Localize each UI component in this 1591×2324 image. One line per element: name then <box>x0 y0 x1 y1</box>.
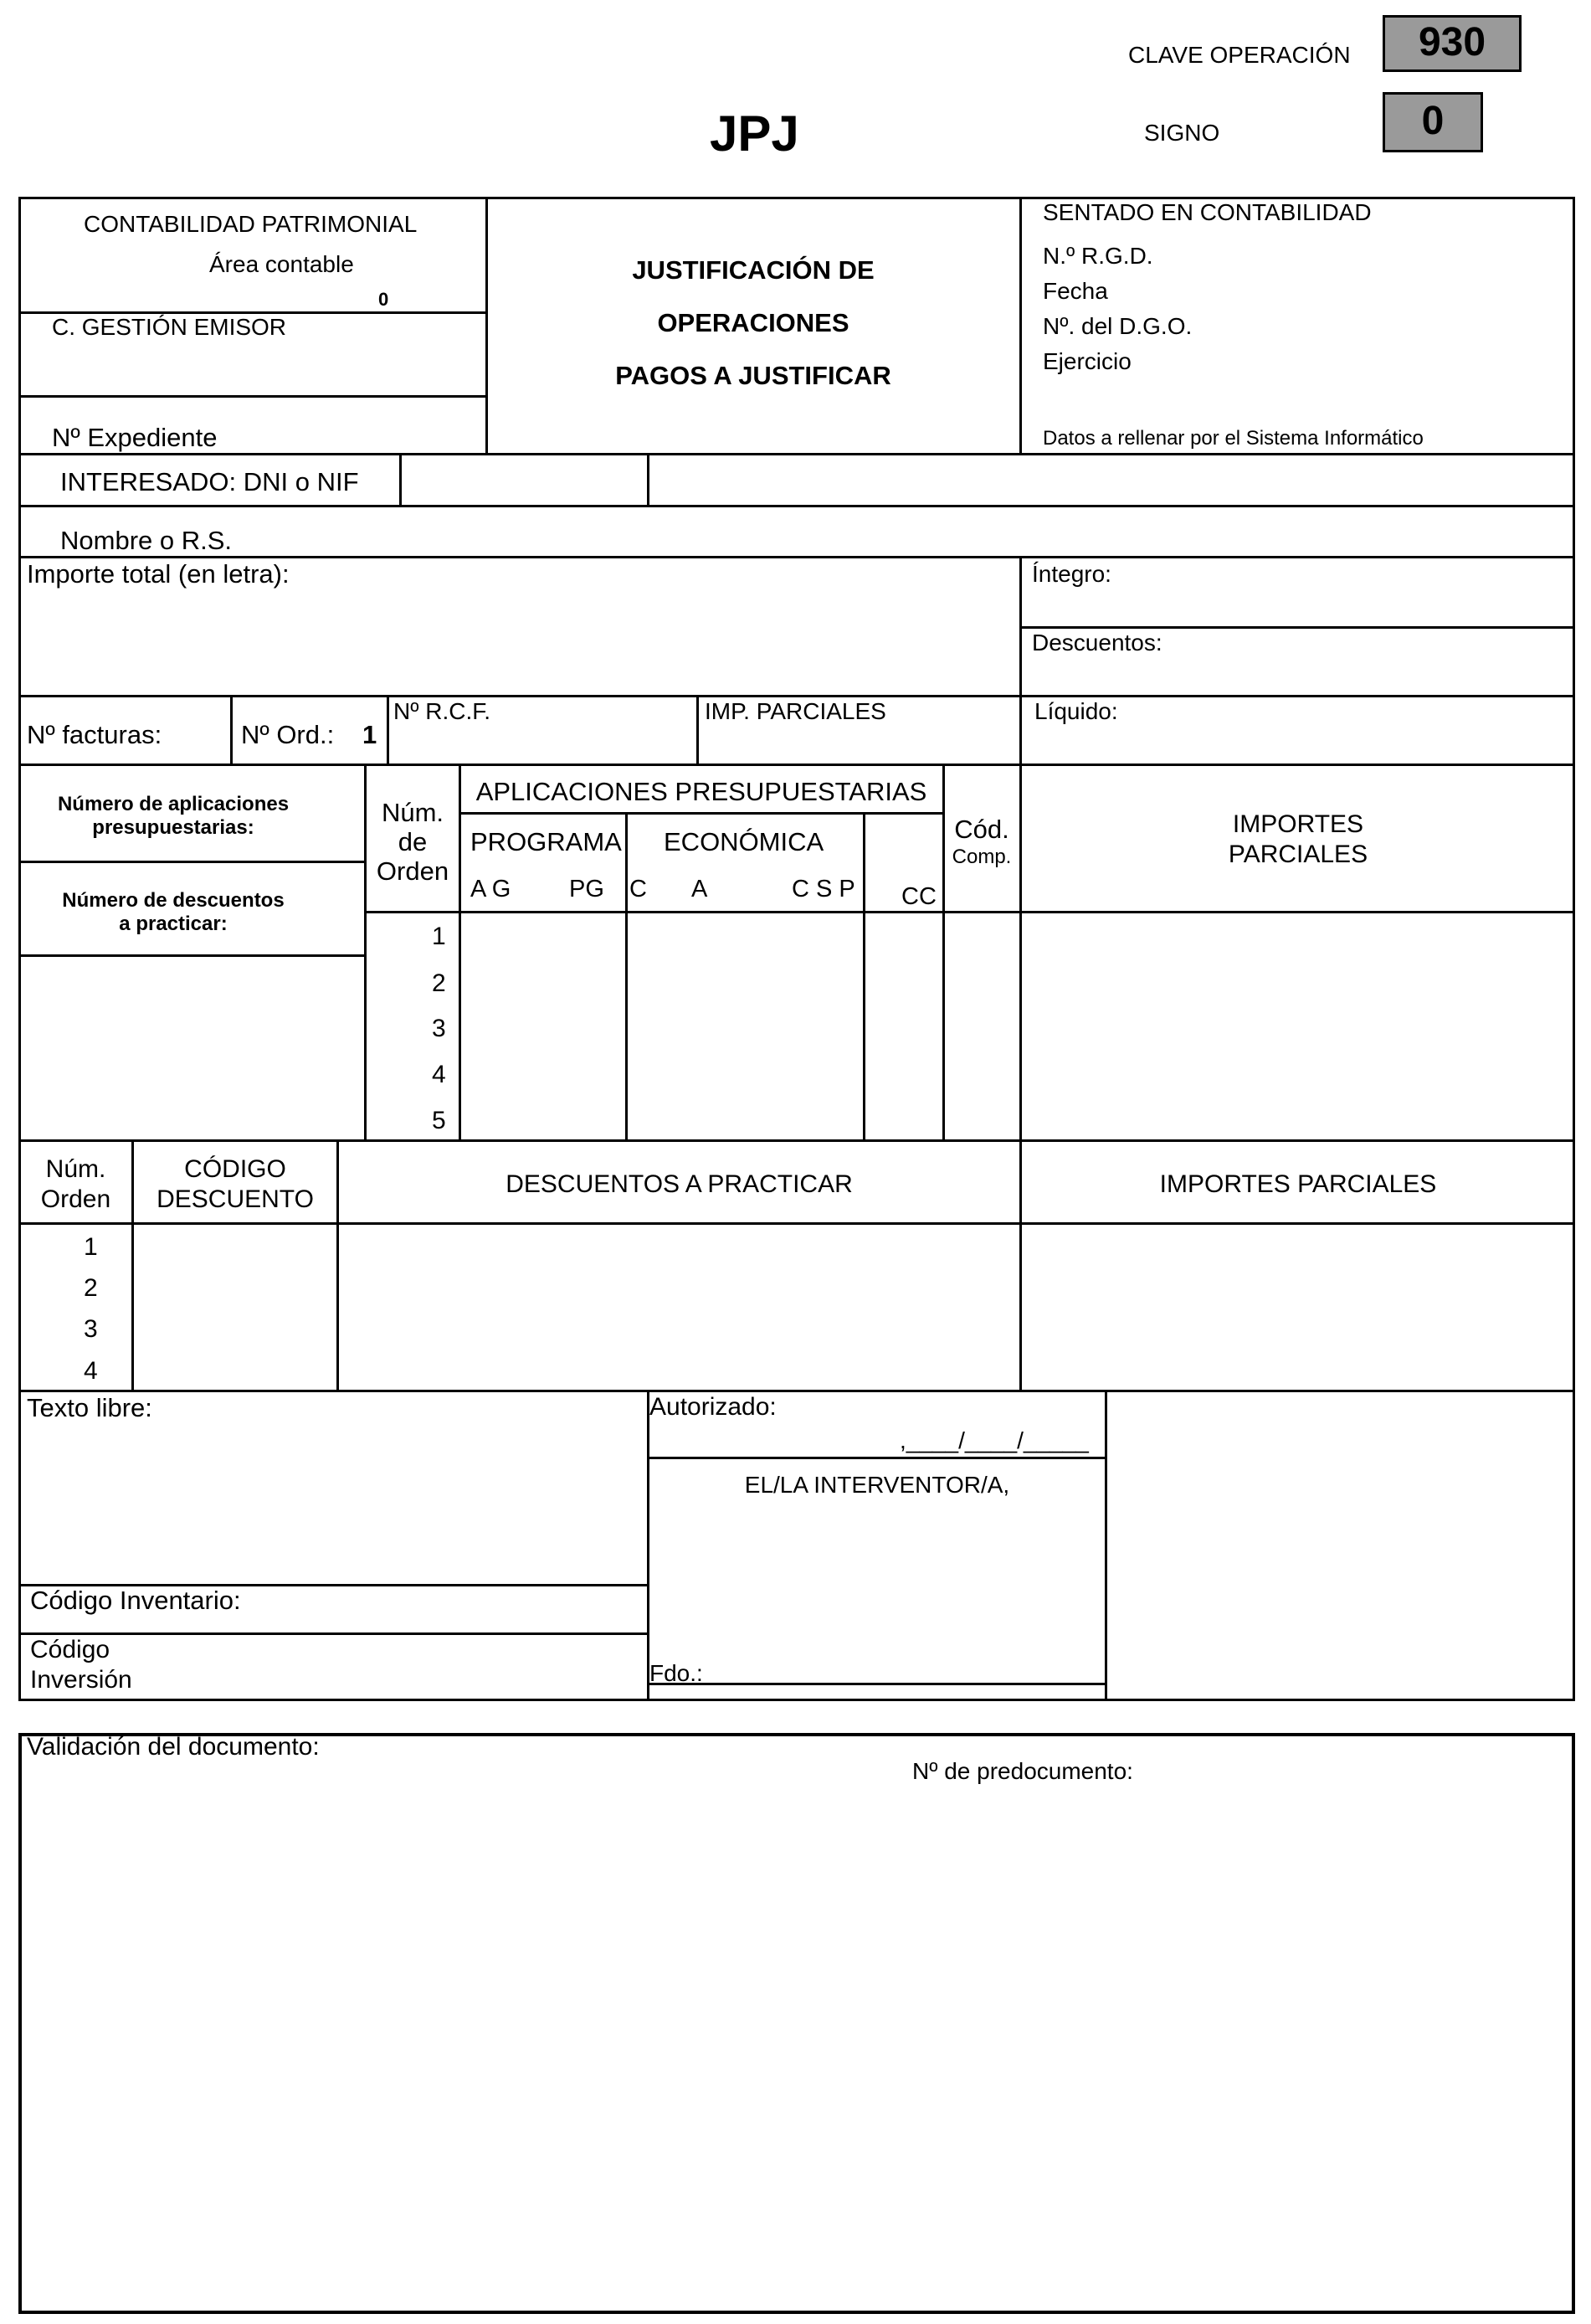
form-title-line3: PAGOS A JUSTIFICAR <box>615 361 891 390</box>
contabilidad-patrimonial-label: CONTABILIDAD PATRIMONIAL <box>84 211 418 237</box>
validacion-box <box>18 1733 1575 2314</box>
desc-row-4: 4 <box>84 1357 98 1385</box>
num-descuentos-label-l2: a practicar: <box>119 913 228 935</box>
num-aplicaciones-label-l2: presupuestarias: <box>92 816 254 839</box>
autorizado-label: Autorizado: <box>649 1393 777 1421</box>
datos-sistema-note: Datos a rellenar por el Sistema Informático <box>1043 427 1424 450</box>
descuentos-label: Descuentos: <box>1032 630 1162 656</box>
ag-label: A G <box>470 876 511 902</box>
descuentos-practicar-header: DESCUENTOS A PRACTICAR <box>506 1170 853 1198</box>
nombre-rs-label: Nombre o R.S. <box>60 526 233 555</box>
clave-operacion-value: 930 <box>1383 15 1522 72</box>
codigo-inventario-label: Código Inventario: <box>30 1586 241 1615</box>
num-descuentos-label-l1: Número de descuentos <box>62 889 285 912</box>
desc-num-orden-l2: Orden <box>40 1185 111 1213</box>
desc-num-orden-l1: Núm. <box>45 1155 106 1183</box>
ejercicio-label: Ejercicio <box>1043 348 1132 374</box>
c-label: C <box>629 876 647 902</box>
rgd-label: N.º R.G.D. <box>1043 243 1153 269</box>
imp-parciales-label: IMP. PARCIALES <box>705 698 886 724</box>
integro-label: Íntegro: <box>1032 561 1111 587</box>
gestion-emisor-label: C. GESTIÓN EMISOR <box>52 314 287 340</box>
desc-row-1: 1 <box>84 1233 98 1261</box>
orden-row-2: 2 <box>432 969 446 997</box>
programa-label: PROGRAMA <box>470 827 622 856</box>
desc-row-2: 2 <box>84 1274 98 1302</box>
importe-letra-label: Importe total (en letra): <box>27 559 290 589</box>
desc-row-3: 3 <box>84 1315 98 1343</box>
num-facturas-label: Nº facturas: <box>27 720 162 749</box>
orden-row-5: 5 <box>432 1107 446 1134</box>
document-code-title: JPJ <box>710 105 799 162</box>
signo-value: 0 <box>1383 92 1483 152</box>
interventor-label: EL/LA INTERVENTOR/A, <box>744 1472 1010 1498</box>
fecha-label: Fecha <box>1043 278 1108 304</box>
cc-label: CC <box>901 883 937 910</box>
economica-label: ECONÓMICA <box>664 827 824 856</box>
liquido-label: Líquido: <box>1034 698 1118 724</box>
desc-importes-parciales-header: IMPORTES PARCIALES <box>1159 1170 1437 1198</box>
num-orden-l2: de <box>398 827 428 856</box>
num-orden-l1: Núm. <box>381 798 444 827</box>
predocumento-label: Nº de predocumento: <box>912 1758 1133 1784</box>
signo-label: SIGNO <box>1144 120 1220 146</box>
num-aplicaciones-label-l1: Número de aplicaciones <box>57 793 290 815</box>
dni-field[interactable] <box>402 457 646 504</box>
form-title-line1: JUSTIFICACIÓN DE <box>632 255 875 285</box>
codigo-inversion-l2: Inversión <box>30 1666 132 1694</box>
fdo-label: Fdo.: <box>649 1660 703 1686</box>
codigo-inversion-l1: Código <box>30 1636 110 1663</box>
area-contable-value: 0 <box>378 289 389 310</box>
sentado-contabilidad-label: SENTADO EN CONTABILIDAD <box>1043 199 1372 225</box>
a-label: A <box>691 876 708 902</box>
codigo-descuento-l1: CÓDIGO <box>184 1155 286 1183</box>
comp-label: Comp. <box>952 846 1012 868</box>
texto-libre-label: Texto libre: <box>27 1393 152 1422</box>
expediente-label: Nº Expediente <box>52 423 218 452</box>
orden-row-1: 1 <box>432 923 446 950</box>
csp-label: C S P <box>792 876 855 902</box>
validacion-label: Validación del documento: <box>27 1733 320 1761</box>
num-ord-value: 1 <box>362 720 377 749</box>
num-orden-l3: Orden <box>376 856 449 886</box>
dgo-label: Nº. del D.G.O. <box>1043 313 1193 339</box>
area-contable-label: Área contable <box>209 251 354 277</box>
aplicaciones-header: APLICACIONES PRESUPUESTARIAS <box>475 777 927 806</box>
orden-row-3: 3 <box>432 1015 446 1042</box>
cod-label: Cód. <box>954 815 1009 844</box>
importes-parciales-label-l1: IMPORTES <box>1232 810 1364 838</box>
orden-row-4: 4 <box>432 1061 446 1088</box>
clave-operacion-label: CLAVE OPERACIÓN <box>1128 42 1351 68</box>
autorizado-date-line: ,____/____/_____ <box>900 1427 1089 1453</box>
codigo-descuento-l2: DESCUENTO <box>157 1185 314 1213</box>
rcf-label: Nº R.C.F. <box>393 698 491 724</box>
form-title-line2: OPERACIONES <box>657 308 849 337</box>
pg-label: PG <box>569 876 604 902</box>
num-ord-label: Nº Ord.: <box>241 720 335 749</box>
interesado-dni-label: INTERESADO: DNI o NIF <box>60 467 359 496</box>
importes-parciales-label-l2: PARCIALES <box>1228 841 1368 868</box>
dni-extra-field[interactable] <box>649 457 1572 504</box>
